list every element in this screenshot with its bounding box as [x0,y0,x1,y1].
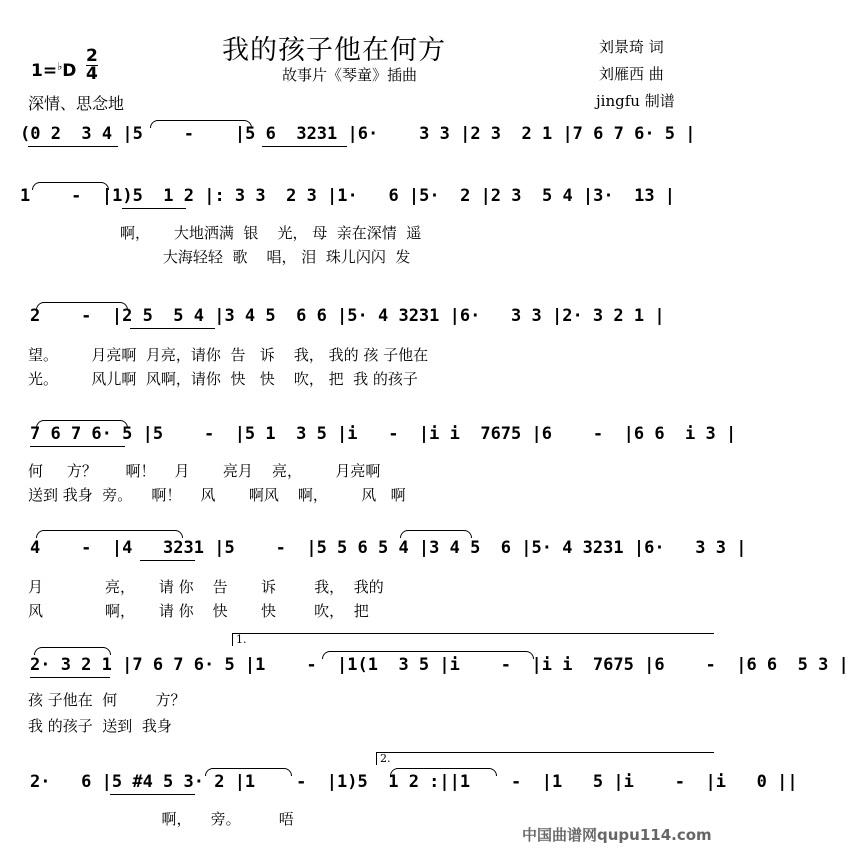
underline-beam [28,146,118,147]
notation-line: 7 6 7 6· 5 |5 - |5 1 3 5 |i - |i i 7675 |6 - |6 6 i 3 | [30,424,737,444]
volta-bracket-1: 1. [232,633,714,646]
volta-bracket-2: 2. [376,752,714,765]
lyric-verse-1: 啊， 旁。 唔 [28,810,313,828]
underline-beam [130,328,215,329]
lyric-verse-2: 我 的孩子 送到 我身 [28,717,172,735]
tie-mark [322,651,534,659]
lyric-verse-1: 啊， 大地洒满 银 光， 母 亲在深情 遥 [120,224,422,242]
lyric-verse-1: 何 方？ 啊！ 月 亮月 亮， 月亮啊 [28,462,381,480]
time-top: 2 [86,46,98,66]
tie-mark [390,768,497,776]
tie-mark [36,302,128,310]
underline-beam [30,677,110,678]
song-subtitle: 故事片《琴童》插曲 [282,66,418,84]
lyric-verse-1: 月 亮， 请 你 告 诉 我， 我的 [28,578,384,596]
flat-sign: ♭ [57,60,63,73]
underline-beam [110,794,195,795]
notation-line: (0 2 3 4 |5 - |5 6 3231 |6· 3 3 |2 3 2 1 |7 6 7 6· 5 | [20,124,696,144]
score-row-3 [0,306,735,388]
watermark-text: 中国曲谱网qupu114.com [522,826,712,844]
underline-beam [122,208,186,209]
underline-beam [30,446,125,447]
lyric-verse-1: 孩 子他在 何 方？ [28,691,186,709]
key-signature [31,60,76,81]
underline-beam [262,146,347,147]
lyric-verse-2: 风 啊， 请 你 快 快 吹， 把 [28,602,369,620]
key-note: D [62,61,77,81]
composer-credit: 刘雁西 曲 [599,65,664,83]
transcriber-credit: jingfu 制谱 [596,92,675,110]
notation-line: 2· 6 |5 #4 5 3· 2 |1 - |1)5 1 2 :||1 - |1 5 |i - |i 0 || [30,772,798,792]
notation-line: 1 - |1)5 1 2 |: 3 3 2 3 |1· 6 |5· 2 |2 3 5 4 |3· 13 | [20,186,676,206]
tie-mark [34,647,111,655]
lyric-verse-1: 望。 月亮啊 月亮，请你 告 诉 我， 我的 孩 子他在 [28,346,429,364]
time-bottom: 4 [86,64,98,84]
tie-mark [150,120,252,128]
score-row-1 [0,124,735,184]
tie-mark [36,530,183,538]
lyricist-credit: 刘景琦 词 [599,38,664,56]
notation-line: 2· 3 2 1 |7 6 7 6· 5 |1 - |1(1 3 5 |i - |i i 7675 |6 - |6 6 5 3 | [30,655,849,675]
score-row-4 [0,424,737,504]
score-row-5 [0,538,747,620]
notation-line: 4 - |4 3231 |5 - |5 5 6 5 4 |3 4 5 6 |5· 4 3231 |6· 3 3 | [30,538,747,558]
tempo-marking: 深情、思念地 [28,94,125,113]
lyric-verse-2: 送到 我身 旁。 啊！ 风 啊风 啊， 风 啊 [28,486,406,504]
tie-mark [400,530,472,538]
lyric-verse-2: 大海轻轻 歌 唱， 泪 珠儿闪闪 发 [120,248,411,266]
score-row-7 [0,772,798,832]
tie-mark [205,768,292,776]
score-row-2 [0,186,735,266]
underline-beam [140,560,195,561]
lyric-verse-2: 光。 风儿啊 风啊，请你 快 快 吹， 把 我 的孩子 [28,370,418,388]
key-prefix: 1= [31,61,58,81]
song-title: 我的孩子他在何方 [222,35,446,66]
tie-mark [32,182,109,190]
tie-mark [36,420,128,428]
time-signature [86,48,98,83]
notation-line: 2 - |2 5 5 4 |3 4 5 6 6 |5· 4 3231 |6· 3 3 |2· 3 2 1 | [30,306,665,326]
score-row-6 [0,655,849,735]
